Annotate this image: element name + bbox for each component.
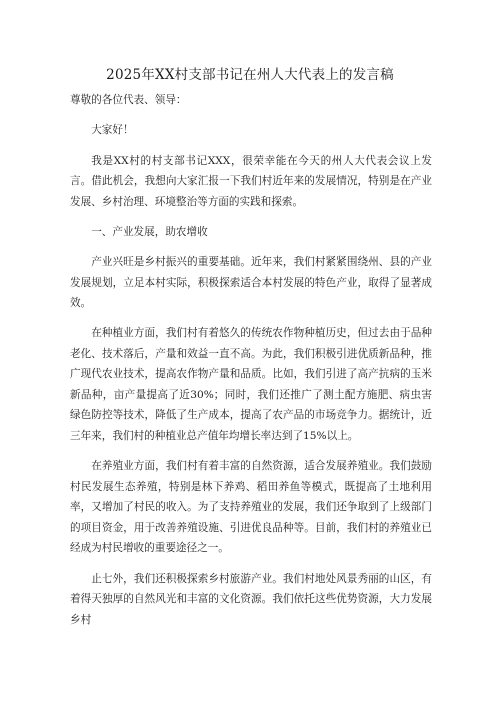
paragraph-tourism: 止七外，我们还积极探索乡村旅游产业。我们村地处风景秀丽的山区，有着得天独厚的自然风光和丰富的文化资源。我们依托这些优势资源，大力发展乡村	[70, 572, 432, 626]
paragraph-industry-overview: 产业兴旺是乡村振兴的重要基础。近年来，我们村紧紧围绕州、县的产业发展规划，立足本村实际，积极探索适合本村发展的特色产业，取得了显著成效。	[70, 256, 432, 310]
paragraph-intro: 我是XX村的村支部书记XXX，很荣幸能在今天的州人大代表会议上发言。借此机会，我想向大家汇报一下我们村近年来的发展情况，特别是在产业发展、乡村治理、环境整治等方面的实践和探索。	[70, 154, 432, 208]
greeting: 大家好！	[91, 124, 134, 137]
document-title: 2025年XX村支部书记在州人大代表上的发言稿	[106, 67, 394, 83]
salutation: 尊敬的各位代表、领导：	[70, 94, 187, 106]
paragraph-planting: 在种植业方面，我们村有着悠久的传统农作物种植历史，但过去由于品种老化、技术落后，产量和效益一直不高。为此，我们积极引进优质新品种，推广现代农业技术，提高农作物产量和品质。比如，我们引进了高产抗病的玉米新品种，亩产量提高了近30%；同时，我们还推广了测土配方施肥、病虫害绿色防控等技术，降低了生产成本，提高了农产品的市场竞争力。据统计，近三年来，我们村的种植业总产值年均增长率达到了15%以上。	[70, 327, 432, 442]
section-heading-industry: 一、产业发展，助农增收	[91, 225, 208, 238]
document-body	[70, 90, 432, 640]
paragraph-breeding: 在养殖业方面，我们村有着丰富的自然资源，适合发展养殖业。我们鼓励村民发展生态养殖，特别是林下养鸡、稻田养鱼等模式，既提高了土地利用率，又增加了村民的收入。为了支持养殖业的发展，我们还争取到了上级部门的项目资金，用于改善养殖设施、引进优良品种等。目前，我们村的养殖业已经成为村民增收的重要途径之一。	[70, 460, 432, 555]
